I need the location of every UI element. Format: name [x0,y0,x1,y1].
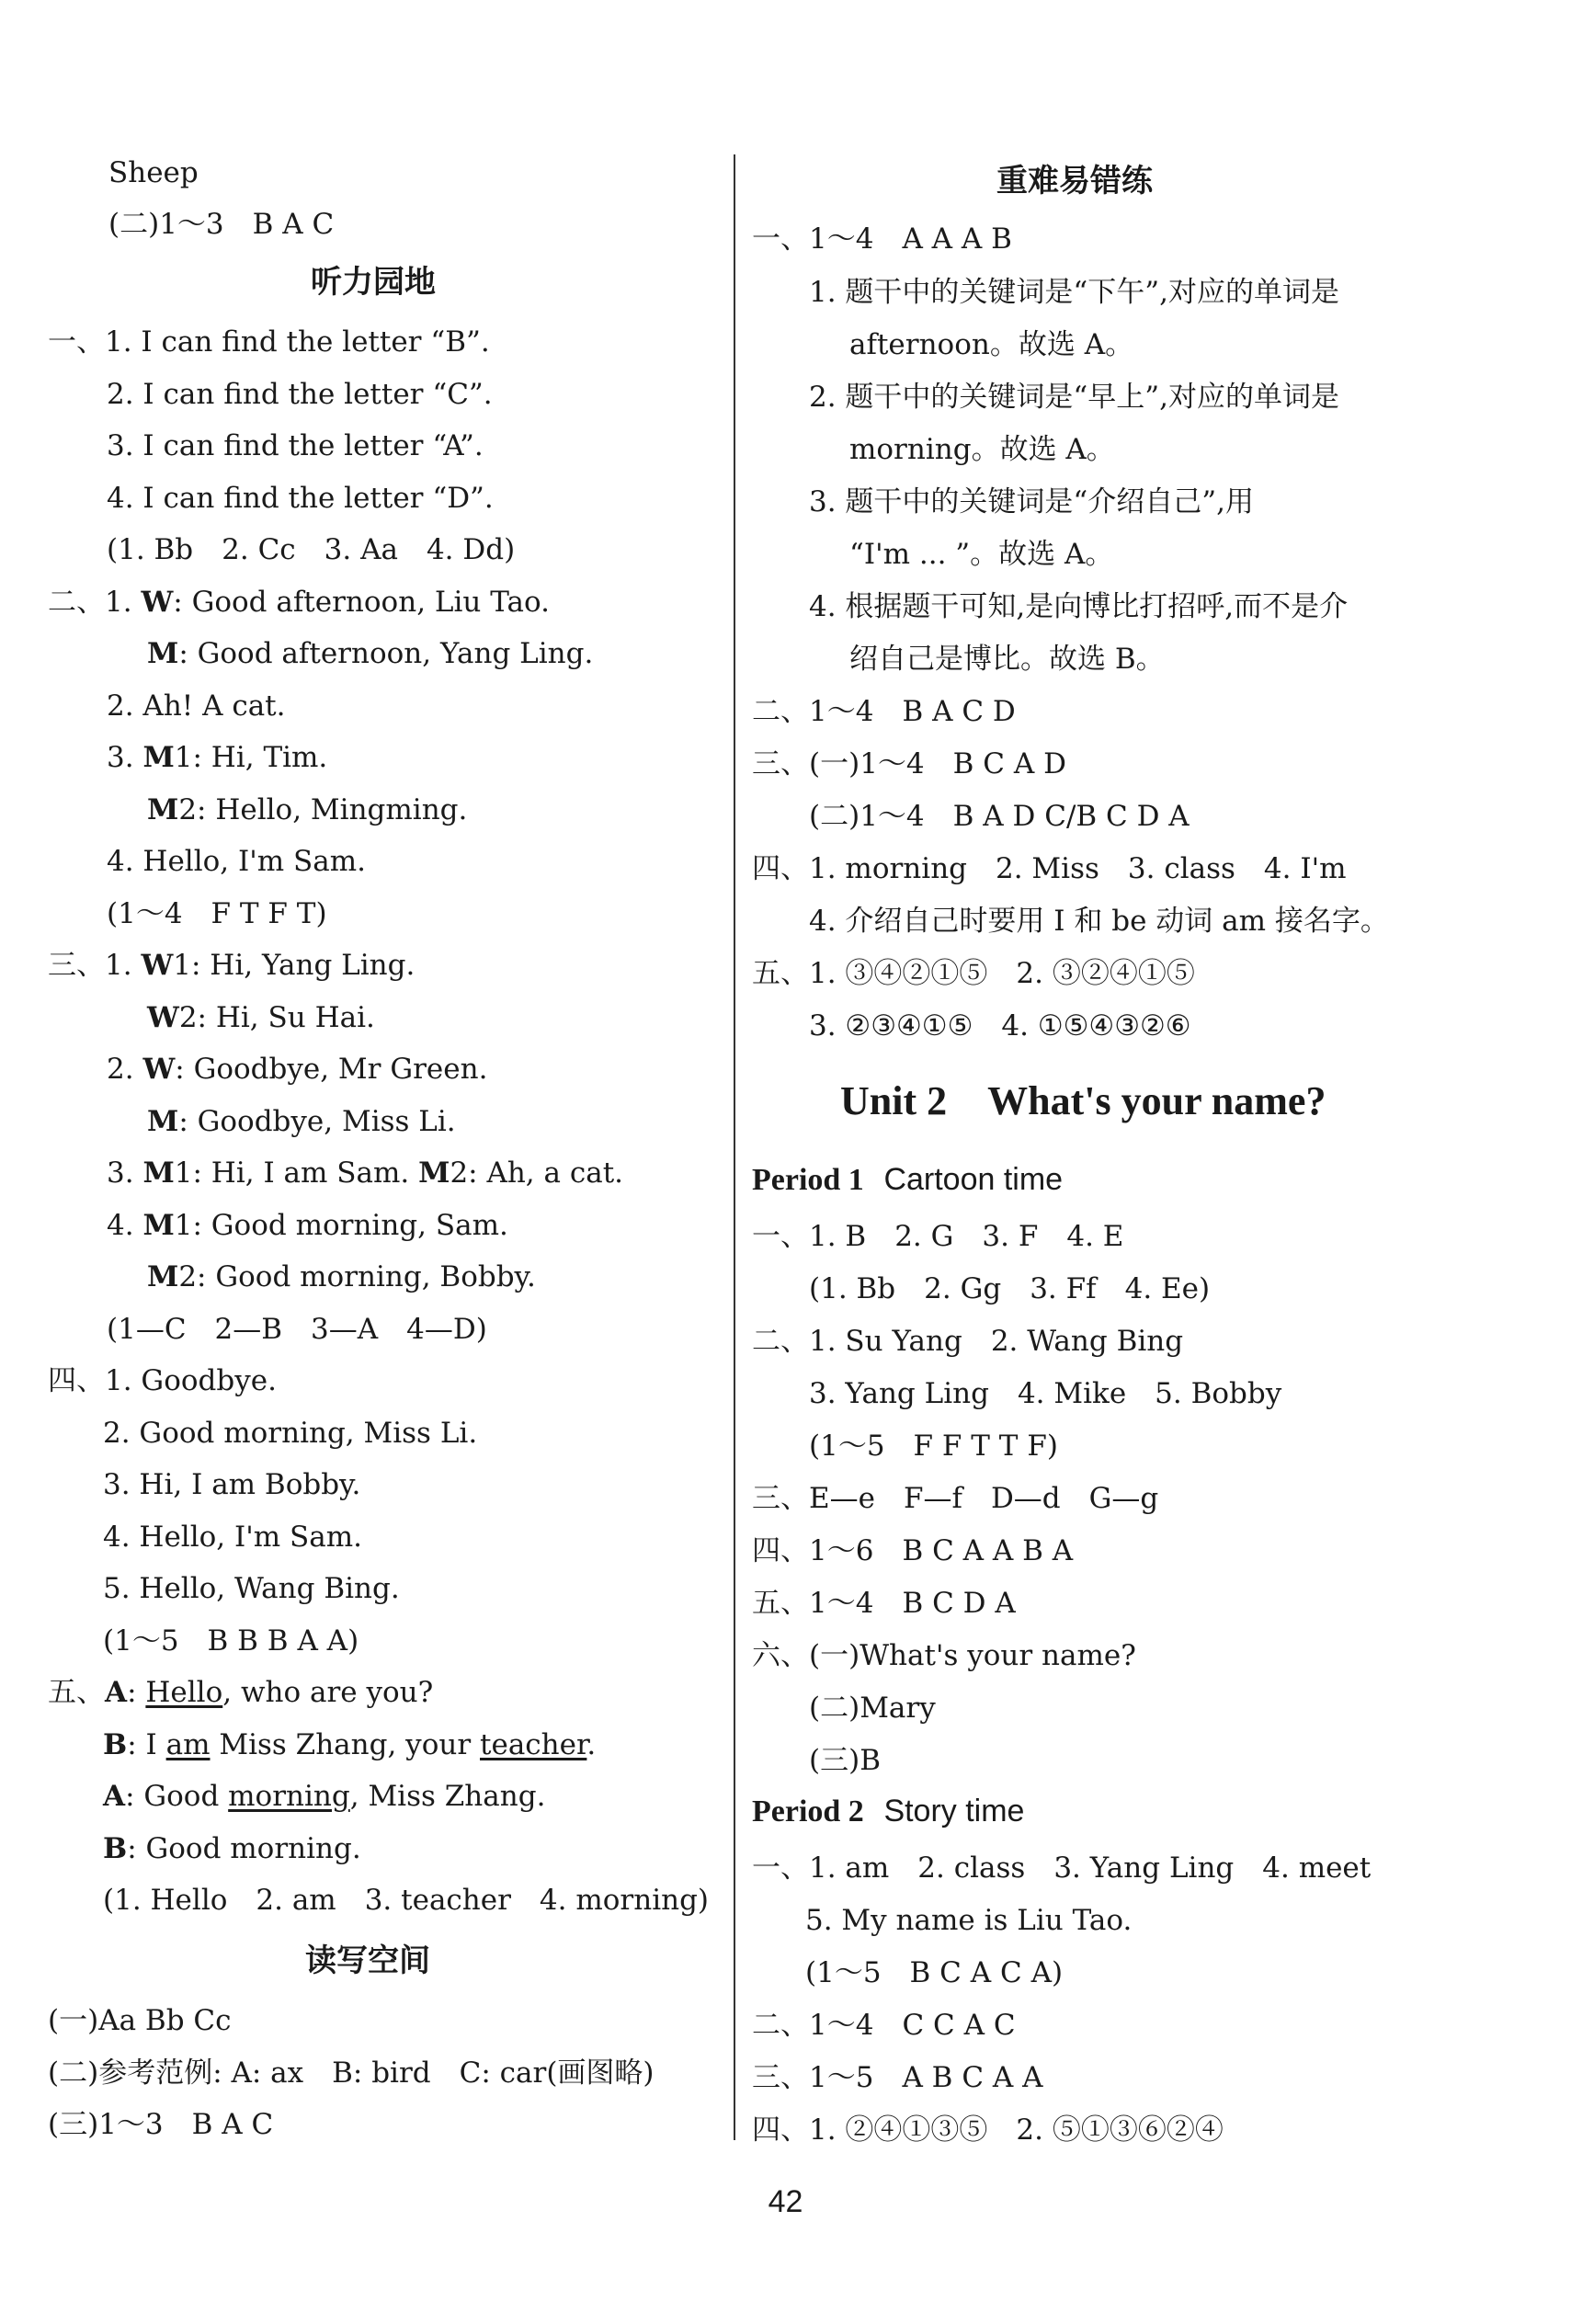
dialogue-line: 3. M1: Hi, Tim. [107,741,328,774]
answer-line: 3. ②③④①⑤ 4. ①⑤④③②⑥ [809,1009,1191,1042]
dialogue-line: 二、1. W: Good afternoon, Liu Tao. [48,586,550,619]
explanation-line: 1. 题干中的关键词是“下午”,对应的单词是 [809,276,1339,309]
answer-line: (1. Bb 2. Gg 3. Ff 4. Ee) [809,1272,1211,1305]
period-heading: Period 1 Cartoon time [752,1162,1064,1197]
answer-line: 一、1. am 2. class 3. Yang Ling 4. meet [752,1851,1372,1885]
dialogue-line: B: Good morning. [103,1832,361,1865]
answer-line: (三)B [809,1744,881,1777]
explanation-line: “I'm ... ”。故选 A。 [849,538,1114,571]
dialogue-line: W2: Hi, Su Hai. [147,1001,375,1034]
answer-line: 五、1～4 B C D A [752,1587,1016,1620]
column-divider [734,154,735,2140]
answer-line: (1～5 F F T T F) [809,1430,1058,1463]
answer-line: 三、E—e F—f D—d G—g [752,1482,1159,1515]
section-heading-practice: 重难易错练 [996,163,1153,199]
dialogue-line: 2. W: Goodbye, Mr Green. [107,1053,488,1086]
answer-line: (三)1～3 B A C [48,2108,274,2141]
answer-line: 二、1～4 B A C D [752,695,1016,728]
answer-line: (1. Hello 2. am 3. teacher 4. morning) [103,1884,710,1917]
answer-line: (1～5 B C A C A) [805,1956,1064,1989]
dialogue-line: 4. M1: Good morning, Sam. [107,1209,508,1242]
answer-line: (1—C 2—B 3—A 4—D) [107,1313,487,1346]
answer-line: 5. My name is Liu Tao. [805,1904,1133,1937]
section-heading-reading-writing: 读写空间 [305,1942,430,1979]
answer-line: 一、1～4 A A A B [752,222,1012,256]
section-heading-listening: 听力园地 [311,264,436,301]
answer-line: 3. Yang Ling 4. Mike 5. Bobby [809,1377,1282,1410]
answer-line: 二、1～4 C C A C [752,2009,1016,2042]
unit-title: Unit 2 What's your name? [840,1078,1326,1123]
answer-line: 4. Hello, I'm Sam. [103,1521,362,1554]
answer-line: 5. Hello, Wang Bing. [103,1572,400,1605]
answer-line: 4. Hello, I'm Sam. [107,845,366,878]
dialogue-line: M2: Hello, Mingming. [147,793,468,826]
answer-line: 四、1～6 B C A A B A [752,1534,1074,1567]
answer-line: (二)参考范例: A: ax B: bird C: car(画图略) [48,2056,655,2090]
answer-line: 2. Ah! A cat. [107,689,286,723]
answer-line: (1～4 F T F T) [107,897,327,930]
answer-line: (1. Bb 2. Cc 3. Aa 4. Dd) [107,533,516,566]
answer-line: 二、1. Su Yang 2. Wang Bing [752,1325,1184,1358]
explanation-line: 4. 根据题干可知,是向博比打招呼,而不是介 [809,590,1349,623]
period-heading: Period 2 Story time [752,1794,1025,1828]
explanation-line: afternoon。故选 A。 [849,328,1134,361]
explanation-line: morning。故选 A。 [849,433,1115,466]
answer-line: 四、1. ②④①③⑤ 2. ⑤①③⑥②④ [752,2113,1224,2147]
answer-line: 四、1. morning 2. Miss 3. class 4. I'm [752,852,1347,885]
answer-line: 六、(一)What's your name? [752,1639,1136,1672]
answer-line: 五、1. ③④②①⑤ 2. ③②④①⑤ [752,957,1195,990]
answer-line: 3. Hi, I am Bobby. [103,1468,361,1501]
answer-line: (二)1～3 B A C [108,208,335,241]
answer-line: 2. I can find the letter “C”. [107,378,493,411]
answer-line: (二)Mary [809,1692,936,1725]
dialogue-line: 3. M1: Hi, I am Sam. M2: Ah, a cat. [107,1156,624,1190]
answer-line: 2. Good morning, Miss Li. [103,1417,478,1450]
answer-line: 三、(一)1～4 B C A D [752,747,1066,780]
answer-line: Sheep [108,156,199,189]
answer-line: 一、1. I can find the letter “B”. [48,325,490,359]
explanation-line: 绍自己是博比。故选 B。 [849,643,1165,676]
dialogue-line: A: Good morning, Miss Zhang. [103,1780,546,1813]
dialogue-line: M: Good afternoon, Yang Ling. [147,637,594,670]
explanation-line: 4. 介绍自己时要用 I 和 be 动词 am 接名字。 [809,905,1389,938]
dialogue-line: M: Goodbye, Miss Li. [147,1105,456,1138]
answer-line: 三、1～5 A B C A A [752,2061,1043,2094]
explanation-line: 2. 题干中的关键词是“早上”,对应的单词是 [809,381,1339,414]
dialogue-line: B: I am Miss Zhang, your teacher. [103,1728,597,1761]
answer-line: 4. I can find the letter “D”. [107,482,494,515]
answer-line: (二)1～4 B A D C/B C D A [809,800,1190,833]
answer-line: 3. I can find the letter “A”. [107,429,484,462]
explanation-line: 3. 题干中的关键词是“介绍自己”,用 [809,485,1254,518]
answer-line: 四、1. Goodbye. [48,1364,277,1397]
answer-line: 一、1. B 2. G 3. F 4. E [752,1220,1124,1253]
dialogue-line: 三、1. W1: Hi, Yang Ling. [48,949,416,982]
page-number: 42 [768,2184,803,2219]
dialogue-line: M2: Good morning, Bobby. [147,1260,536,1293]
dialogue-line: 五、A: Hello, who are you? [48,1676,434,1709]
answer-line: (一)Aa Bb Cc [48,2004,232,2037]
answer-line: (1～5 B B B A A) [103,1624,359,1658]
